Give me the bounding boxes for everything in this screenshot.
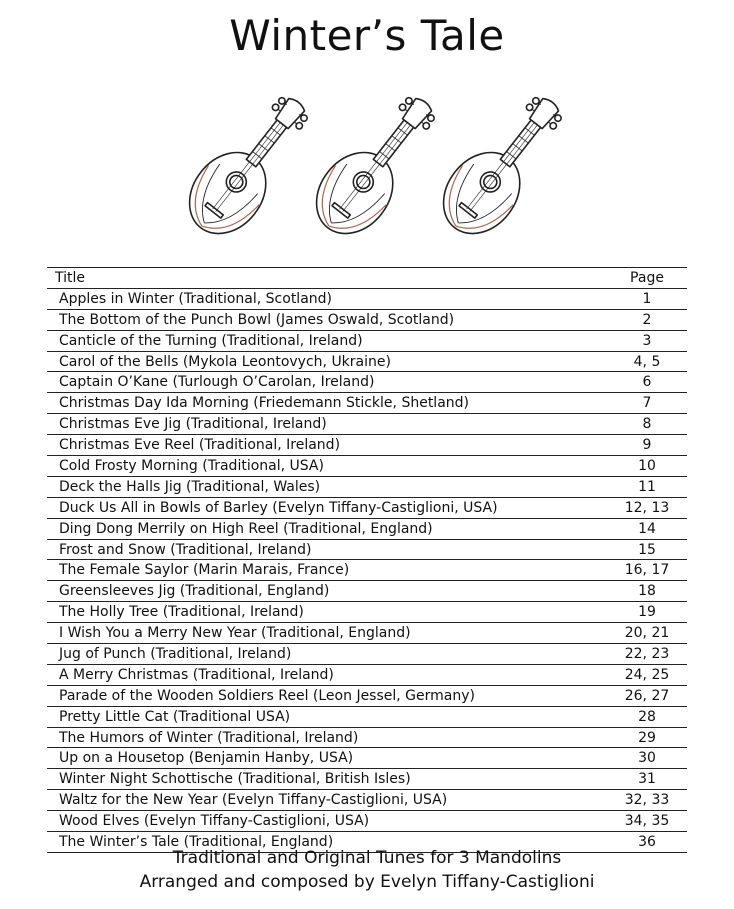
tune-title: Pretty Little Cat (Traditional USA)	[47, 706, 607, 727]
page-number: 12, 13	[607, 497, 687, 518]
table-row	[47, 372, 687, 393]
table-row	[47, 497, 687, 518]
tune-title: Winter Night Schottische (Traditional, British Isles)	[47, 769, 607, 790]
table-row	[47, 769, 687, 790]
table-row	[47, 309, 687, 330]
table-row	[47, 435, 687, 456]
page-number: 30	[607, 748, 687, 769]
tune-title: Duck Us All in Bowls of Barley (Evelyn Tiffany-Castiglioni, USA)	[47, 497, 607, 518]
page-number: 26, 27	[607, 685, 687, 706]
page-number: 20, 21	[607, 623, 687, 644]
table-row	[47, 602, 687, 623]
footer-subtitle: Traditional and Original Tunes for 3 Mandolins	[172, 848, 562, 868]
tune-title: Greensleeves Jig (Traditional, England)	[47, 581, 607, 602]
tune-title: Wood Elves (Evelyn Tiffany-Castiglioni, USA)	[47, 811, 607, 832]
tune-title: Christmas Eve Jig (Traditional, Ireland)	[47, 414, 607, 435]
page-column-header: Page	[607, 268, 687, 289]
tune-title: Captain O’Kane (Turlough O’Carolan, Ireland)	[47, 372, 607, 393]
table-row	[47, 644, 687, 665]
table-row	[47, 706, 687, 727]
table-row	[47, 581, 687, 602]
tune-title: The Holly Tree (Traditional, Ireland)	[47, 602, 607, 623]
page-number: 16, 17	[607, 560, 687, 581]
tune-title: I Wish You a Merry New Year (Traditional, England)	[47, 623, 607, 644]
page-number: 9	[607, 435, 687, 456]
table-row	[47, 414, 687, 435]
page-number: 2	[607, 309, 687, 330]
tune-title: Ding Dong Merrily on High Reel (Traditional, England)	[47, 518, 607, 539]
page-number: 7	[607, 393, 687, 414]
table-header-row	[47, 268, 687, 289]
mandolin-illustrations	[0, 82, 734, 252]
tune-title: Waltz for the New Year (Evelyn Tiffany-Castiglioni, USA)	[47, 790, 607, 811]
tune-title: Deck the Halls Jig (Traditional, Wales)	[47, 476, 607, 497]
page-number: 31	[607, 769, 687, 790]
page-number: 24, 25	[607, 664, 687, 685]
tune-title: The Humors of Winter (Traditional, Ireland)	[47, 727, 607, 748]
page-number: 28	[607, 706, 687, 727]
tune-title: Canticle of the Turning (Traditional, Ireland)	[47, 330, 607, 351]
page-number: 6	[607, 372, 687, 393]
tune-title: The Winter’s Tale (Traditional, England)	[47, 832, 607, 853]
tune-title: The Bottom of the Punch Bowl (James Oswald, Scotland)	[47, 309, 607, 330]
page-number: 8	[607, 414, 687, 435]
tune-title: Christmas Day Ida Morning (Friedemann Stickle, Shetland)	[47, 393, 607, 414]
page-number: 3	[607, 330, 687, 351]
table-row	[47, 623, 687, 644]
table-row	[47, 456, 687, 477]
contents-table-body	[47, 288, 687, 852]
page-number: 22, 23	[607, 644, 687, 665]
table-row	[47, 685, 687, 706]
table-row	[47, 288, 687, 309]
tune-title: Parade of the Wooden Soldiers Reel (Leon Jessel, Germany)	[47, 685, 607, 706]
page-number: 10	[607, 456, 687, 477]
tune-title: Frost and Snow (Traditional, Ireland)	[47, 539, 607, 560]
tune-title: Up on a Housetop (Benjamin Hanby, USA)	[47, 748, 607, 769]
table-row	[47, 330, 687, 351]
mandolin-icon	[305, 82, 445, 252]
tune-title: Christmas Eve Reel (Traditional, Ireland)	[47, 435, 607, 456]
page-number: 4, 5	[607, 351, 687, 372]
page-number: 36	[607, 832, 687, 853]
tune-title: Apples in Winter (Traditional, Scotland)	[47, 288, 607, 309]
footer-credit: Arranged and composed by Evelyn Tiffany-Castiglioni	[139, 872, 595, 892]
page-number: 1	[607, 288, 687, 309]
page-number: 32, 33	[607, 790, 687, 811]
tune-title: A Merry Christmas (Traditional, Ireland)	[47, 664, 607, 685]
table-row	[47, 811, 687, 832]
page-number: 14	[607, 518, 687, 539]
tune-title: Jug of Punch (Traditional, Ireland)	[47, 644, 607, 665]
page-title: Winter’s Tale	[229, 11, 505, 60]
mandolin-icon	[178, 82, 318, 252]
page-number: 15	[607, 539, 687, 560]
table-row	[47, 476, 687, 497]
page-number: 11	[607, 476, 687, 497]
table-row	[47, 790, 687, 811]
tune-title: The Female Saylor (Marin Marais, France)	[47, 560, 607, 581]
tune-title: Carol of the Bells (Mykola Leontovych, Ukraine)	[47, 351, 607, 372]
page-number: 34, 35	[607, 811, 687, 832]
table-row	[47, 393, 687, 414]
table-row	[47, 351, 687, 372]
tune-title: Cold Frosty Morning (Traditional, USA)	[47, 456, 607, 477]
contents-table	[47, 267, 687, 853]
page-number: 19	[607, 602, 687, 623]
mandolin-icon	[432, 82, 572, 252]
footer	[0, 846, 734, 894]
table-row	[47, 748, 687, 769]
table-row	[47, 664, 687, 685]
table-row	[47, 560, 687, 581]
page-number: 18	[607, 581, 687, 602]
table-row	[47, 518, 687, 539]
title-column-header: Title	[47, 268, 607, 289]
page-number: 29	[607, 727, 687, 748]
table-row	[47, 539, 687, 560]
table-row	[47, 727, 687, 748]
